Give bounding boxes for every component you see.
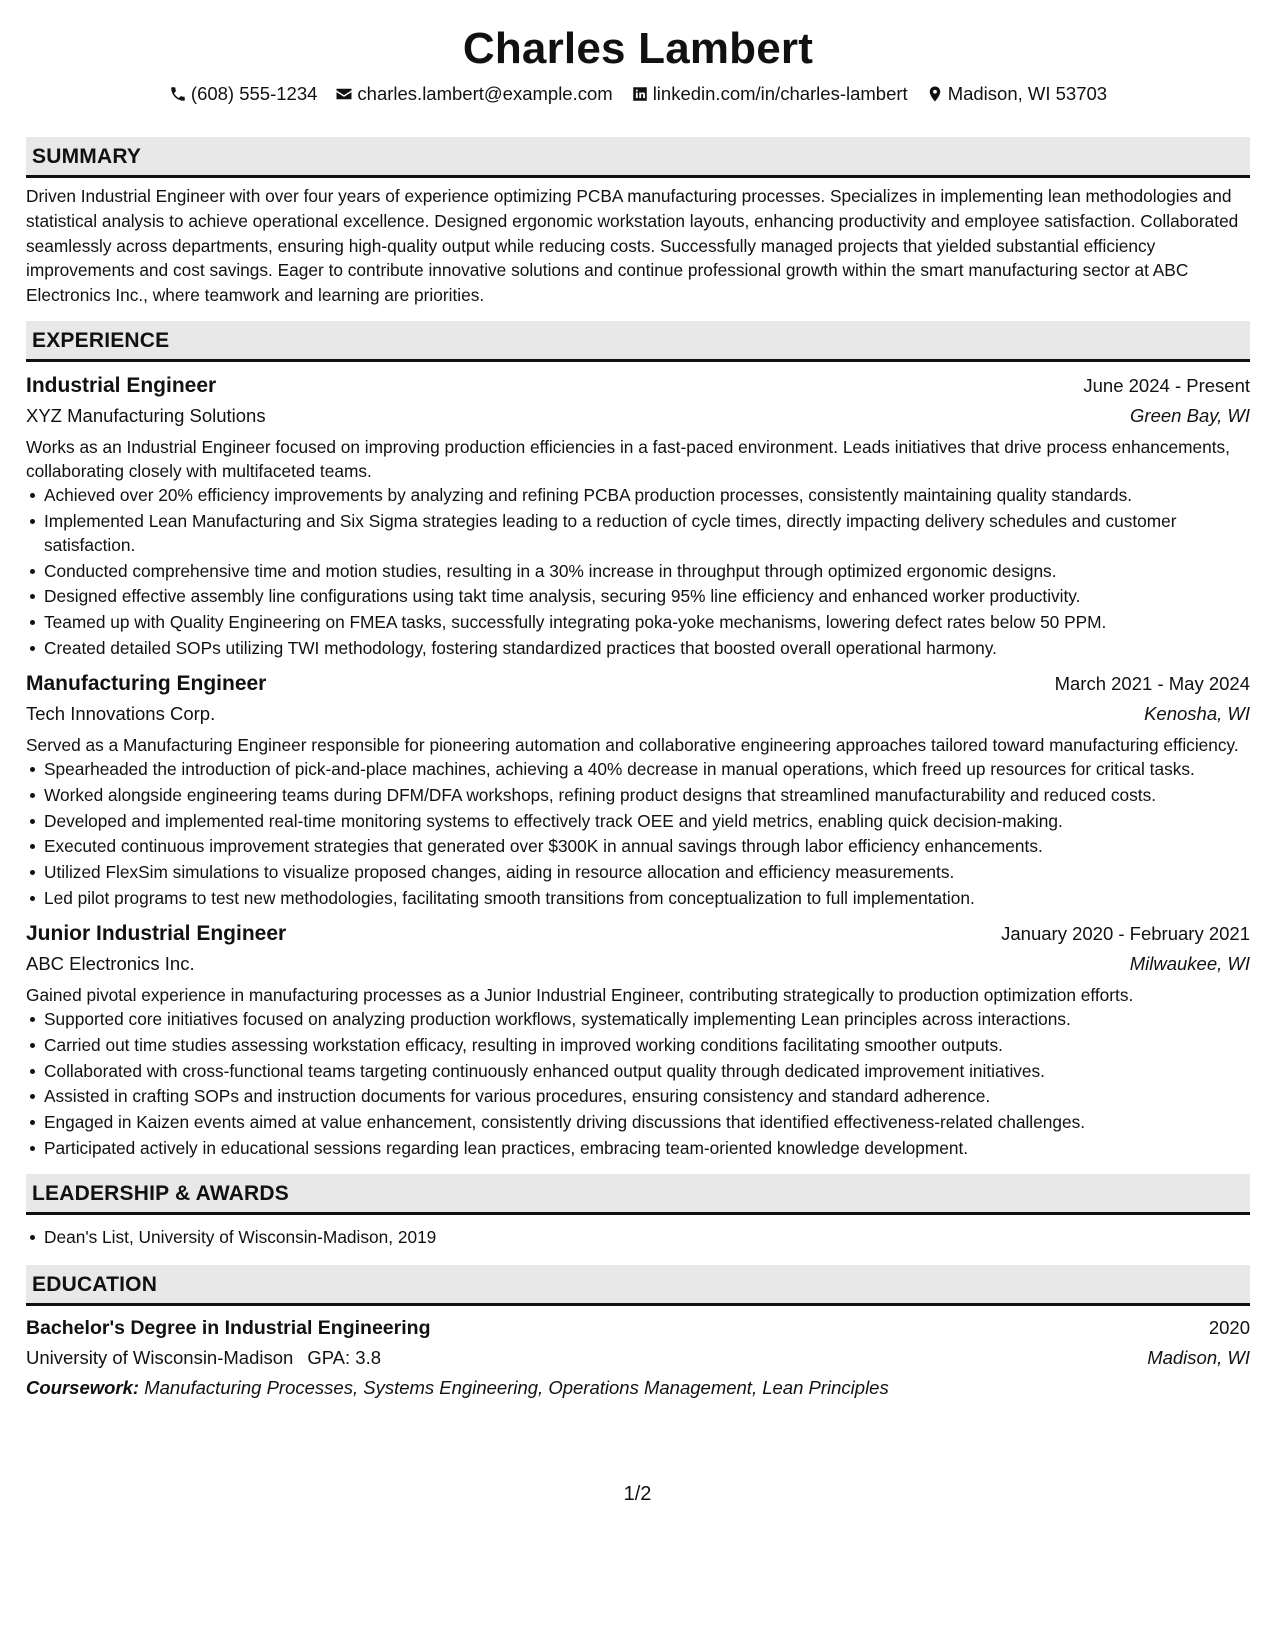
achievement-item: Supported core initiatives focused on analyzing production workflows, systematically implementing Lean principles across interactions. <box>44 1007 1250 1031</box>
school-name: University of Wisconsin-Madison <box>26 1346 294 1368</box>
awards-list <box>26 1225 1250 1249</box>
achievement-item: Collaborated with cross-functional teams targeting continuously enhanced output quality through dedicated improvement initiatives. <box>44 1059 1250 1083</box>
contact-email[interactable] <box>335 82 612 106</box>
achievement-list <box>26 483 1250 660</box>
achievement-item: Executed continuous improvement strategies that generated over $300K in annual savings through labor efficiency enhancements. <box>44 834 1250 858</box>
company-name: XYZ Manufacturing Solutions <box>26 404 266 426</box>
achievement-list <box>26 1007 1250 1160</box>
achievement-item: Implemented Lean Manufacturing and Six Sigma strategies leading to a reduction of cycle times, directly impacting delivery schedules and customer satisfaction. <box>44 509 1250 557</box>
achievement-item: Assisted in crafting SOPs and instruction documents for various procedures, ensuring consistency and standard adherence. <box>44 1084 1250 1108</box>
map-pin-icon <box>926 85 944 103</box>
achievement-list <box>26 757 1250 910</box>
job-description: Gained pivotal experience in manufacturing processes as a Junior Industrial Engineer, contributing strategically to production optimization efforts. <box>26 984 1134 1005</box>
graduation-year: 2020 <box>1208 1316 1250 1338</box>
education-entry <box>26 1313 1250 1403</box>
coursework-list: Manufacturing Processes, Systems Engineering, Operations Management, Lean Principles <box>144 1376 889 1398</box>
section-heading-leadership: LEADERSHIP & AWARDS <box>26 1174 1250 1215</box>
section-heading-experience: EXPERIENCE <box>26 321 1250 362</box>
contact-phone <box>169 82 318 106</box>
achievement-item: Led pilot programs to test new methodologies, facilitating smooth transitions from conceptualization to full implementation. <box>44 886 1250 910</box>
achievement-item: Worked alongside engineering teams during DFM/DFA workshops, refining product designs that streamlined manufacturability and reduced costs. <box>44 783 1250 807</box>
job-title: Industrial Engineer <box>26 373 217 397</box>
candidate-name: Charles Lambert <box>462 24 814 73</box>
location-text: Madison, WI 53703 <box>947 83 1108 104</box>
job-dates: January 2020 - February 2021 <box>1001 922 1250 944</box>
phone-number: (608) 555-1234 <box>190 83 318 104</box>
contact-location <box>926 82 1107 106</box>
gpa: GPA: 3.8 <box>307 1346 382 1368</box>
company-name: Tech Innovations Corp. <box>26 702 216 724</box>
job-location: Green Bay, WI <box>1130 404 1250 426</box>
achievement-item: Participated actively in educational sessions regarding lean practices, embracing team-oriented knowledge development. <box>44 1136 1250 1160</box>
coursework <box>26 1373 1250 1403</box>
achievement-item: Achieved over 20% efficiency improvements by analyzing and refining PCBA production processes, consistently maintaining quality standards. <box>44 483 1250 507</box>
summary-text: Driven Industrial Engineer with over four years of experience optimizing PCBA manufacturing processes. Specializes in implementing lean methodologies and statistical analysis to achieve operational excellence. Designed ergonomic workstation layouts, enhancing productivity and employee satisfaction. Collaborated seamlessly across departments, ensuring high-quality output while reducing costs. Successfully managed projects that yielded substantial efficiency improvements and cost savings. Eager to contribute innovative solutions and continue professional growth within the smart manufacturing sector at ABC Electronics Inc., where teamwork and learning are priorities. <box>26 186 1239 306</box>
job-title: Junior Industrial Engineer <box>26 921 287 945</box>
job-entry <box>26 668 1250 910</box>
company-name: ABC Electronics Inc. <box>26 952 195 974</box>
section-heading-summary: SUMMARY <box>26 137 1250 178</box>
job-title: Manufacturing Engineer <box>26 671 267 695</box>
job-description: Works as an Industrial Engineer focused on improving production efficiencies in a fast-paced environment. Leads initiatives that drive process enhancements, collaborating closely with multifaceted teams. <box>26 436 1230 481</box>
achievement-item: Developed and implemented real-time monitoring systems to effectively track OEE and yield metrics, enabling quick decision-making. <box>44 809 1250 833</box>
job-entry <box>26 370 1250 660</box>
achievement-item: Spearheaded the introduction of pick-and-place machines, achieving a 40% decrease in manual operations, which freed up resources for critical tasks. <box>44 757 1250 781</box>
phone-icon <box>169 85 187 103</box>
achievement-item: Teamed up with Quality Engineering on FMEA tasks, successfully integrating poka-yoke mechanisms, lowering defect rates below 50 PPM. <box>44 610 1250 634</box>
contact-linkedin[interactable] <box>631 82 908 106</box>
resume-page <box>26 0 1250 1403</box>
achievement-item: Engaged in Kaizen events aimed at value enhancement, consistently driving discussions that identified effectiveness-related challenges. <box>44 1110 1250 1134</box>
job-dates: March 2021 - May 2024 <box>1054 672 1250 694</box>
page-number: 1/2 <box>623 1483 652 1505</box>
achievement-item: Conducted comprehensive time and motion studies, resulting in a 30% increase in throughput through optimized ergonomic designs. <box>44 559 1250 583</box>
section-heading-education: EDUCATION <box>26 1265 1250 1306</box>
school-location: Madison, WI <box>1147 1346 1250 1368</box>
award-item: Dean's List, University of Wisconsin-Madison, 2019 <box>44 1225 1250 1249</box>
email-address: charles.lambert@example.com <box>357 83 613 104</box>
contact-bar <box>26 82 1250 106</box>
envelope-icon <box>335 85 353 103</box>
degree-title: Bachelor's Degree in Industrial Engineering <box>26 1316 431 1339</box>
coursework-label: Coursework: <box>26 1376 140 1398</box>
achievement-item: Created detailed SOPs utilizing TWI methodology, fostering standardized practices that boosted overall operational harmony. <box>44 636 1250 660</box>
linkedin-url: linkedin.com/in/charles-lambert <box>652 83 908 104</box>
achievement-item: Utilized FlexSim simulations to visualize proposed changes, aiding in resource allocation and efficiency measurements. <box>44 860 1250 884</box>
achievement-item: Carried out time studies assessing workstation efficacy, resulting in improved working conditions facilitating smoother outputs. <box>44 1033 1250 1057</box>
linkedin-icon <box>631 85 649 103</box>
job-dates: June 2024 - Present <box>1083 374 1250 396</box>
job-description: Served as a Manufacturing Engineer responsible for pioneering automation and collaborative engineering approaches tailored toward manufacturing efficiency. <box>26 734 1239 755</box>
job-location: Milwaukee, WI <box>1129 952 1250 974</box>
achievement-item: Designed effective assembly line configurations using takt time analysis, securing 95% line efficiency and enhanced worker productivity. <box>44 584 1250 608</box>
job-entry <box>26 918 1250 1160</box>
job-location: Kenosha, WI <box>1144 702 1250 724</box>
